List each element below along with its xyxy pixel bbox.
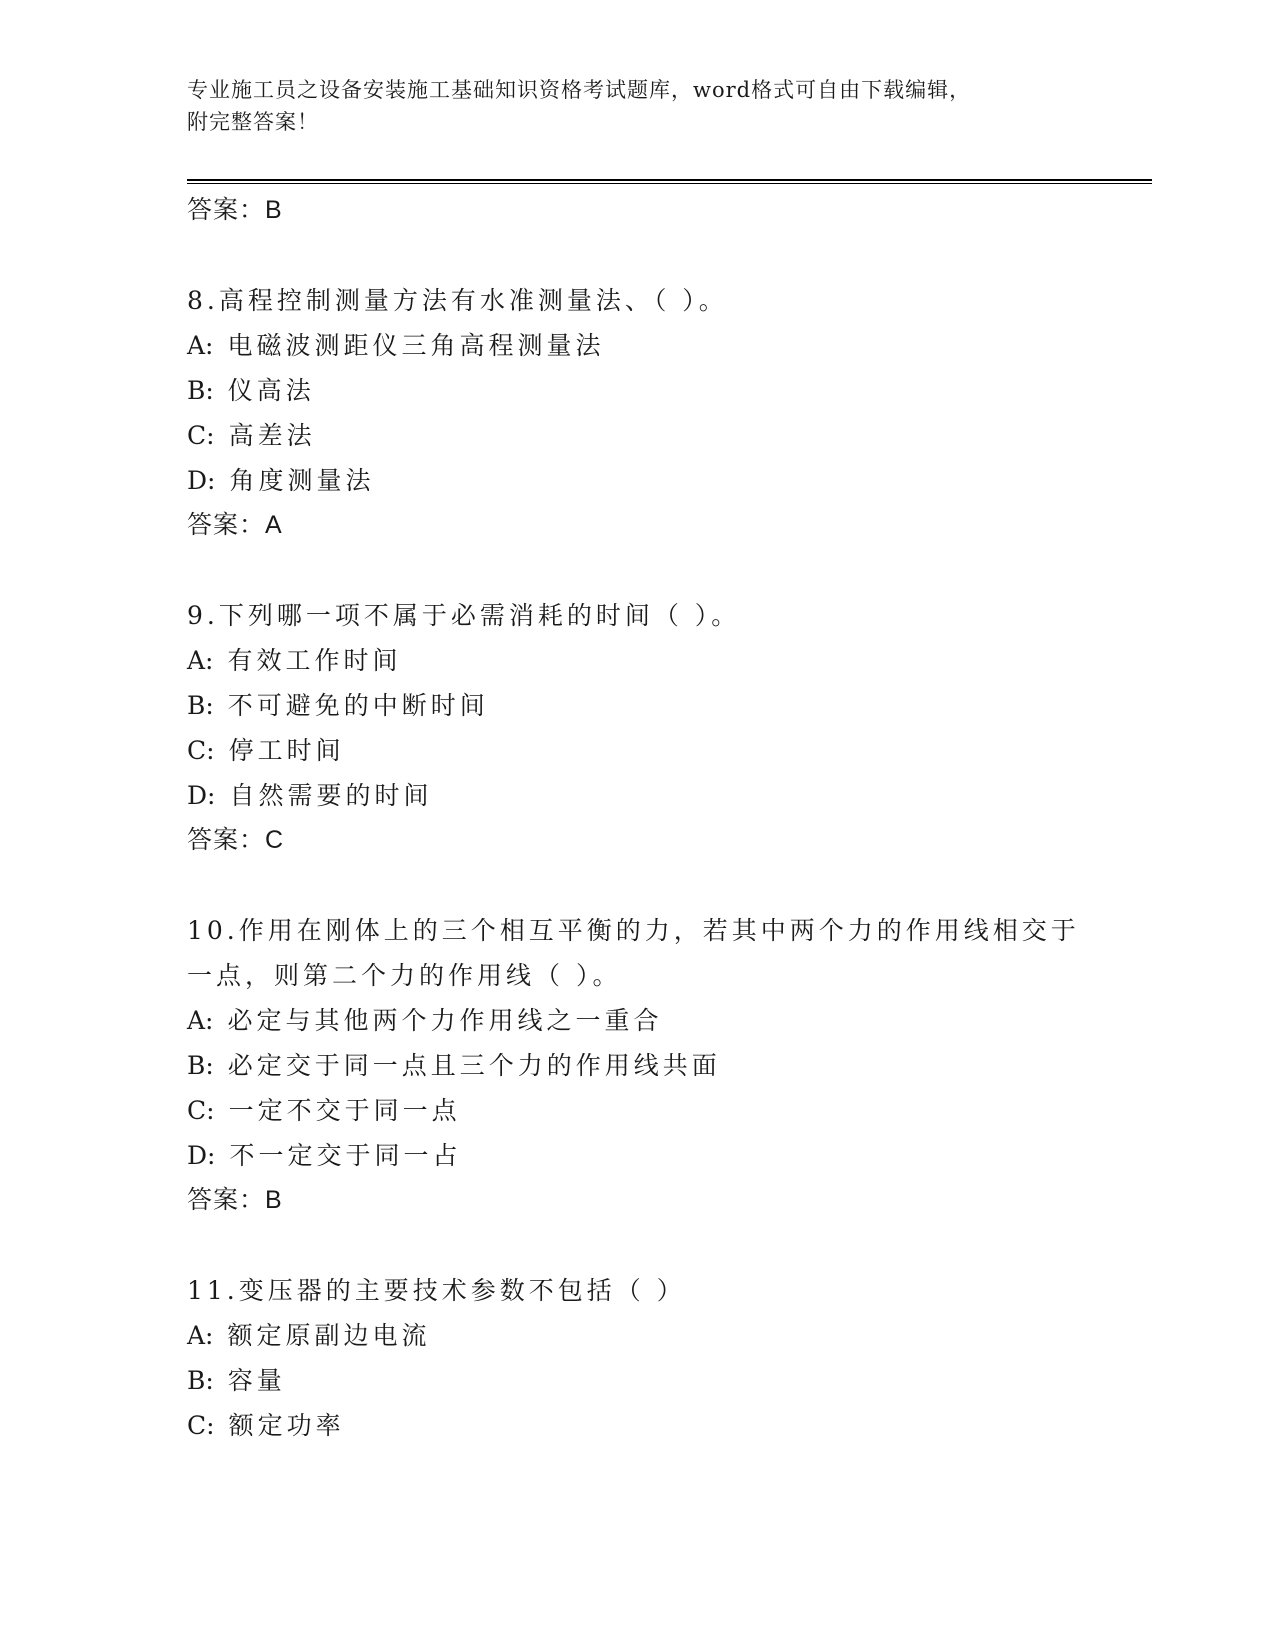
option-text: 额定原副边电流 [227, 1321, 431, 1350]
option-text: 高差法 [228, 421, 316, 450]
option-b [187, 1043, 1087, 1088]
question-stem: 9.下列哪一项不属于必需消耗的时间（ ）。 [187, 601, 741, 630]
question-stem: 10.作用在刚体上的三个相互平衡的力，若其中两个力的作用线相交于一点，则第二个力的作用线（ ）。 [187, 916, 1080, 990]
option-letter: C: [187, 421, 215, 450]
answer: 答案：A [187, 511, 283, 539]
option-text: 必定交于同一点且三个力的作用线共面 [227, 1051, 721, 1080]
option-text: 停工时间 [228, 736, 345, 765]
option-text: 额定功率 [228, 1411, 345, 1440]
answer: 答案：B [187, 1186, 283, 1214]
question-8 [187, 278, 1087, 548]
option-a [187, 323, 1087, 368]
option-a [187, 638, 1087, 683]
option-c [187, 413, 1087, 458]
option-d [187, 458, 1087, 503]
option-text: 电磁波测距仪三角高程测量法 [227, 331, 605, 360]
question-stem: 11.变压器的主要技术参数不包括（ ） [187, 1276, 686, 1305]
option-d [187, 773, 1087, 818]
question-11 [187, 1268, 1087, 1448]
option-letter: B: [187, 691, 214, 720]
header-line-2: 附完整答案！ [187, 110, 319, 134]
option-a [187, 998, 1087, 1043]
option-letter: B: [187, 376, 214, 405]
option-text: 角度测量法 [229, 466, 375, 495]
option-a [187, 1313, 1087, 1358]
option-text: 必定与其他两个力作用线之一重合 [227, 1006, 663, 1035]
option-text: 容量 [227, 1366, 286, 1395]
option-text: 一定不交于同一点 [228, 1096, 461, 1125]
option-letter: A: [187, 646, 214, 675]
answer: 答案：C [187, 826, 285, 854]
document-body [187, 188, 1087, 1448]
option-letter: C: [187, 1411, 215, 1440]
option-b [187, 368, 1087, 413]
option-letter: D: [187, 1141, 216, 1170]
header-rule-thin [187, 183, 1152, 184]
option-letter: C: [187, 736, 215, 765]
option-text: 不一定交于同一占 [229, 1141, 462, 1170]
previous-answer: 答案：B [187, 196, 283, 224]
option-c [187, 1088, 1087, 1133]
option-text: 自然需要的时间 [229, 781, 433, 810]
option-b [187, 683, 1087, 728]
document-header [187, 74, 1087, 138]
question-9 [187, 593, 1087, 863]
option-text: 有效工作时间 [227, 646, 402, 675]
option-letter: C: [187, 1096, 215, 1125]
option-c [187, 1403, 1087, 1448]
question-10 [187, 908, 1087, 1223]
option-d [187, 1133, 1087, 1178]
option-letter: B: [187, 1366, 214, 1395]
option-letter: D: [187, 466, 216, 495]
option-letter: A: [187, 1321, 214, 1350]
header-rule-thick [187, 179, 1152, 181]
option-letter: A: [187, 331, 214, 360]
option-text: 仪高法 [227, 376, 315, 405]
option-c [187, 728, 1087, 773]
option-letter: B: [187, 1051, 214, 1080]
option-b [187, 1358, 1087, 1403]
header-line-1: 专业施工员之设备安装施工基础知识资格考试题库，word格式可自由下载编辑， [187, 78, 972, 102]
option-letter: D: [187, 781, 216, 810]
question-stem: 8.高程控制测量方法有水准测量法、（ ）。 [187, 286, 728, 315]
option-letter: A: [187, 1006, 214, 1035]
option-text: 不可避免的中断时间 [227, 691, 489, 720]
